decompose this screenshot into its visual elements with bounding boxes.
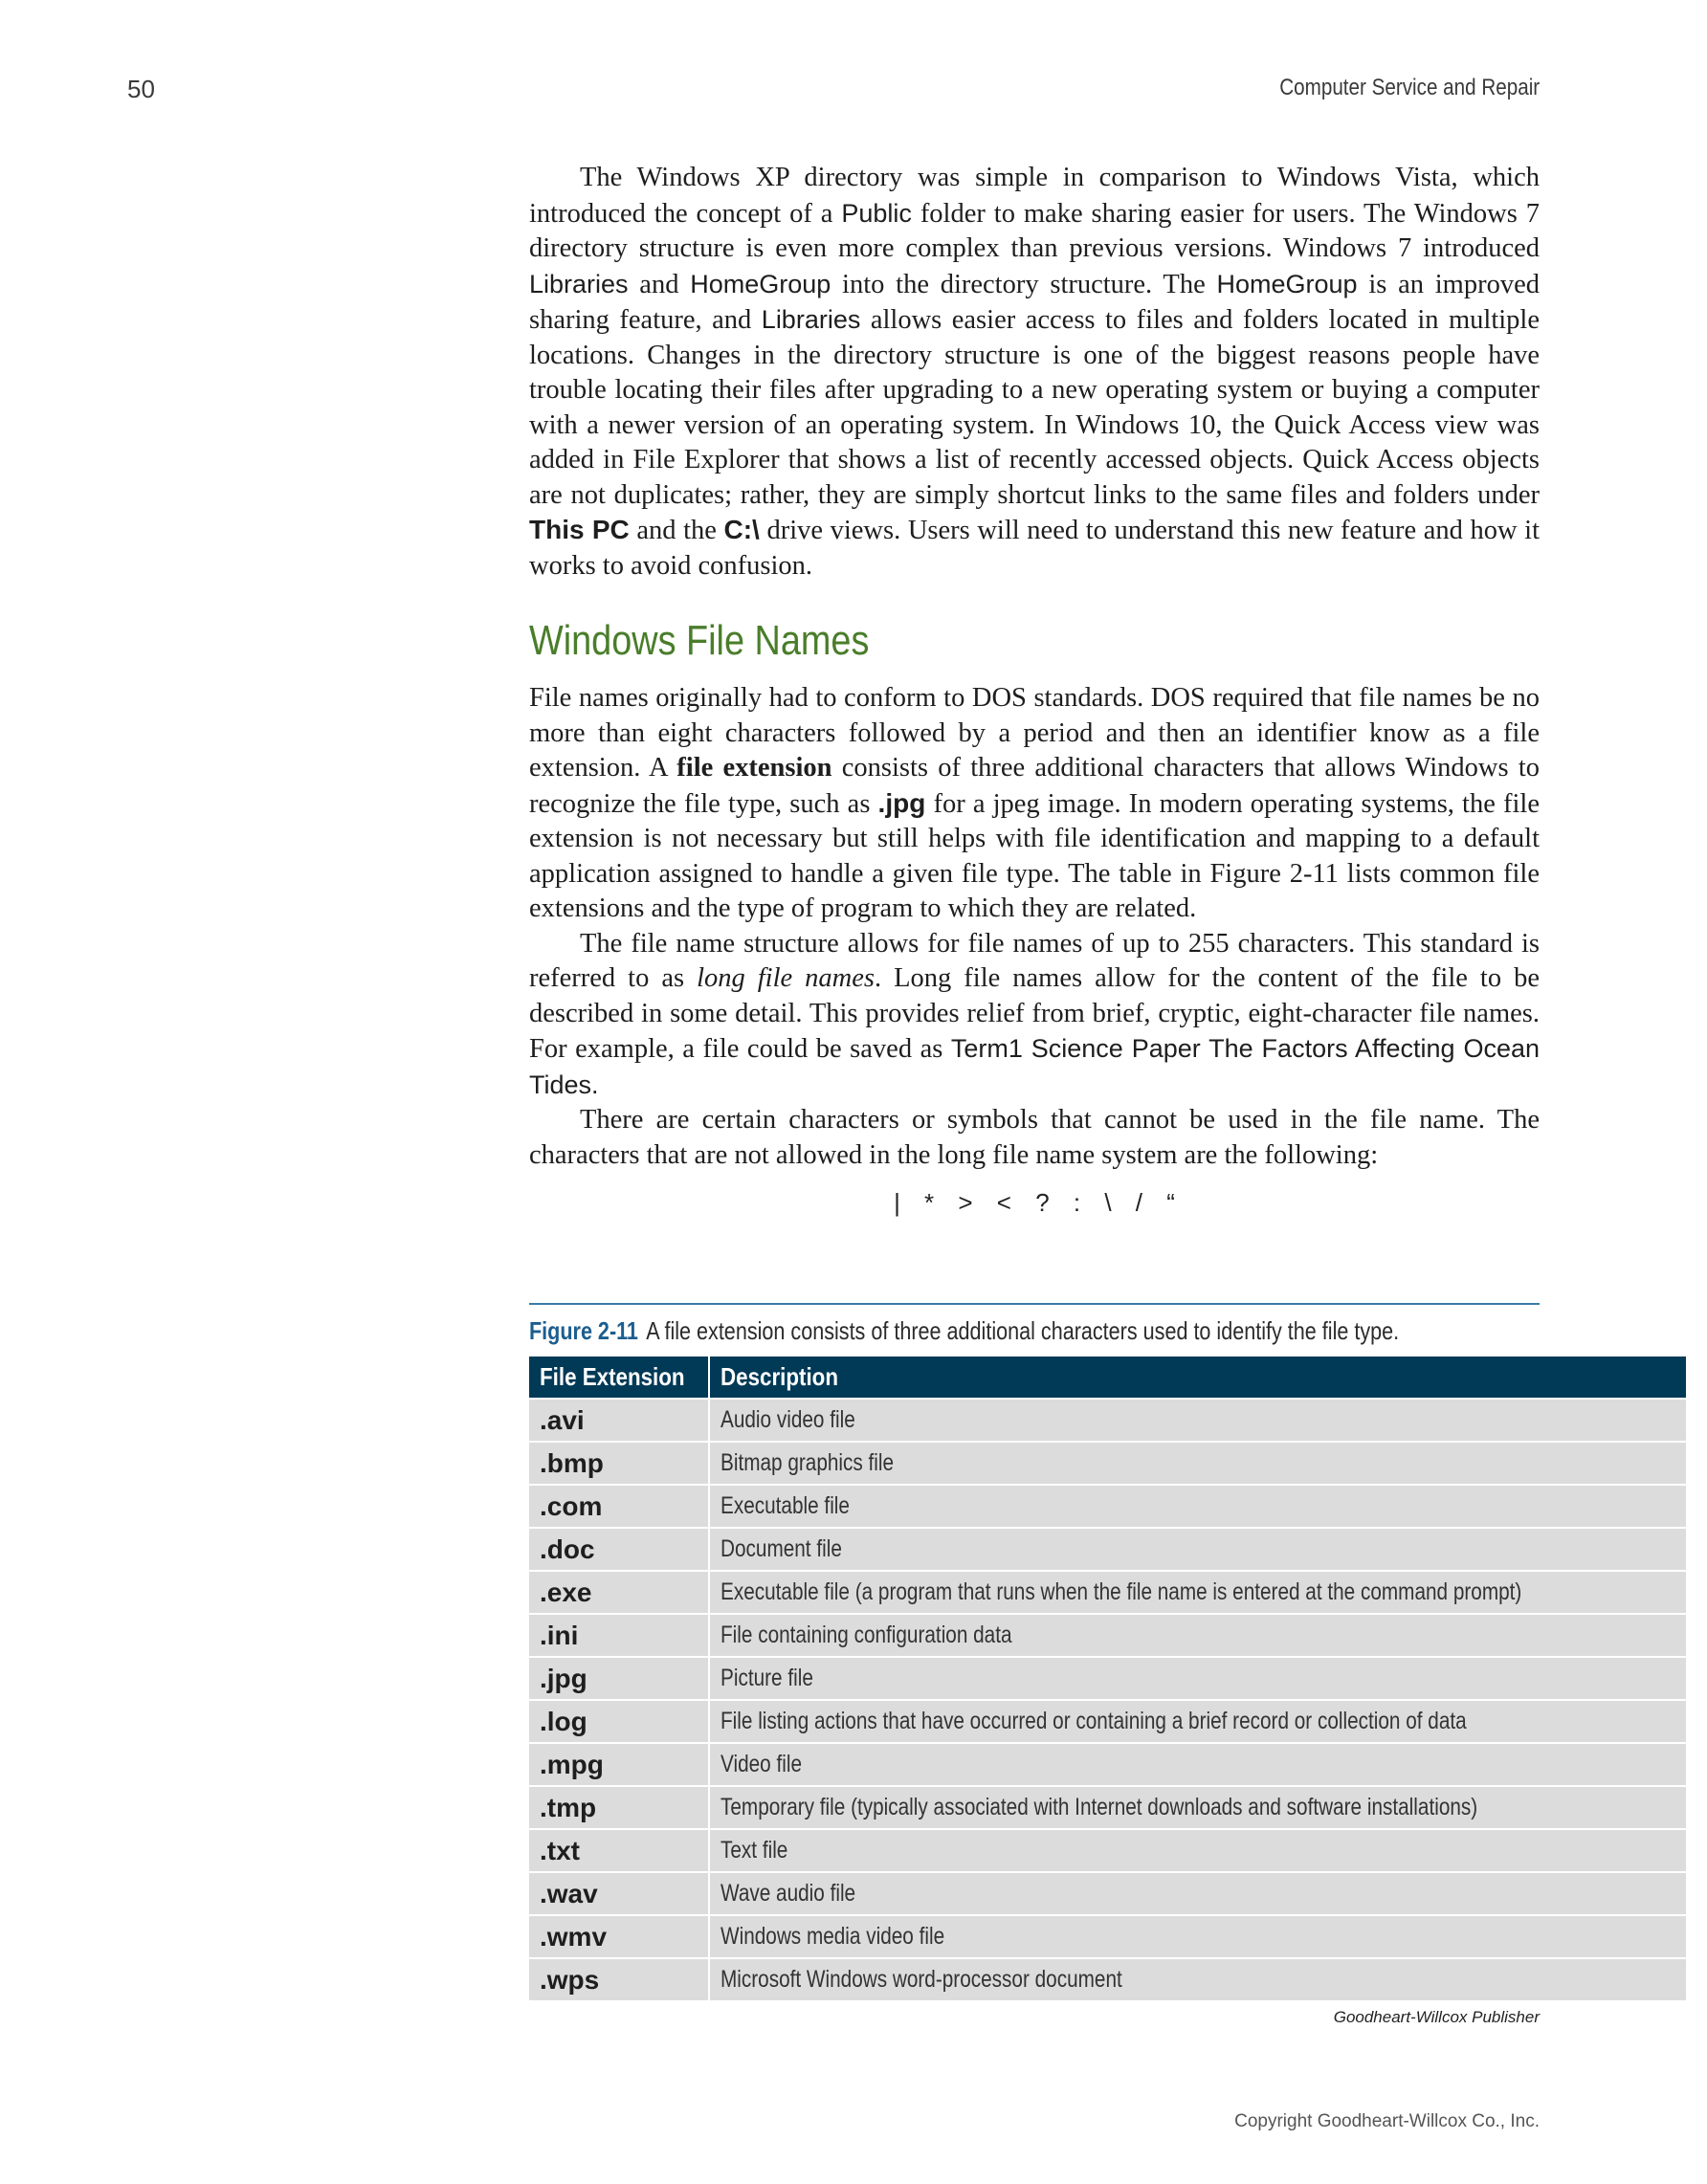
term-homegroup: HomeGroup	[1216, 269, 1358, 298]
table-row	[529, 1485, 1686, 1528]
copyright-notice: Copyright Goodheart-Willcox Co., Inc.	[1234, 2111, 1540, 2131]
extension-cell: .wmv	[529, 1915, 709, 1958]
extension-cell: .bmp	[529, 1442, 709, 1485]
description-cell	[709, 1571, 1686, 1614]
description-text: Bitmap graphics file	[720, 1449, 895, 1476]
figure-rule	[529, 1303, 1540, 1305]
term-libraries: Libraries	[529, 269, 629, 298]
table-row	[529, 1743, 1686, 1786]
description-cell	[709, 1700, 1686, 1743]
restricted-characters-paragraph: There are certain characters or symbols that cannot be used in the file name. The characters that are not allowed in the long file name system are the following:	[529, 1105, 1540, 1170]
description-cell	[709, 1528, 1686, 1571]
description-cell	[709, 1786, 1686, 1829]
figure-caption-text: A file extension consists of three additional characters used to identify the file type.	[646, 1316, 1400, 1345]
running-header-title: Computer Service and Repair	[1279, 75, 1540, 100]
text-run: The Windows XP directory was simple in comparison to Windows Vista, which introduced the concept of a	[529, 163, 1540, 229]
column-header-label: Description	[720, 1362, 839, 1391]
text-run: allows easier access to files and folders located in multiple locations. Changes in the directory structure is one of the biggest reasons people have trouble locating their files after upgrading to a new operating system or buying a computer with a newer version of an operating system. In Windows 10, the Quick Access view was added in File Explorer that shows a list of recently accessed objects. Quick Access objects are not duplicates; rather, they are simply shortcut links to the same files and folders under	[529, 305, 1541, 510]
description-text: Windows media video file	[720, 1923, 945, 1950]
intro-paragraph	[529, 161, 1540, 584]
description-text: Text file	[720, 1837, 788, 1864]
file-extension-table	[529, 1357, 1686, 2000]
text-run: File names originally had to conform to DOS standards. DOS required that file names be no more than eight characters followed by a period and then an identifier know as a file extension. A	[529, 683, 1540, 783]
table-row	[529, 1915, 1686, 1958]
description-text: Picture file	[720, 1665, 814, 1691]
term-public: Public	[841, 198, 912, 228]
table-row	[529, 1786, 1686, 1829]
restricted-characters-list: | * > < ? : \ / “	[894, 1188, 1175, 1217]
description-text: File listing actions that have occurred or containing a brief record or collection of data	[720, 1708, 1467, 1734]
description-cell	[709, 1399, 1686, 1442]
extension-cell: .tmp	[529, 1786, 709, 1829]
table-row	[529, 1442, 1686, 1485]
description-text: Wave audio file	[720, 1880, 856, 1907]
description-cell	[709, 1872, 1686, 1915]
description-text: Video file	[720, 1751, 803, 1777]
description-cell	[709, 1657, 1686, 1700]
extension-cell: .doc	[529, 1528, 709, 1571]
extension-cell: .txt	[529, 1829, 709, 1872]
extension-cell: .wps	[529, 1958, 709, 2000]
text-run: . Long file names allow for the content of the file to be described in some detail. This provides relief from brief, cryptic, eight-character file names. For example, a file could be saved as	[529, 963, 1540, 1064]
table-row	[529, 1872, 1686, 1915]
description-cell	[709, 1614, 1686, 1657]
table-row	[529, 1528, 1686, 1571]
extension-cell: .jpg	[529, 1657, 709, 1700]
column-header-extension	[529, 1357, 709, 1399]
extension-cell: .ini	[529, 1614, 709, 1657]
description-text: Audio video file	[720, 1406, 856, 1433]
section-heading: Windows File Names	[529, 617, 870, 664]
table-row	[529, 1958, 1686, 2000]
column-header-description	[709, 1357, 1686, 1399]
text-run: consists of three additional characters that allows Windows to recognize the file type, such as	[529, 753, 1540, 819]
text-run: drive views. Users will need to understand this new feature and how it works to avoid confusion.	[529, 516, 1540, 581]
description-text: Executable file	[720, 1492, 851, 1519]
text-run: is an improved sharing feature, and	[529, 269, 1540, 335]
term-libraries: Libraries	[761, 305, 861, 334]
figure-caption	[529, 1316, 1400, 1349]
description-cell	[709, 1442, 1686, 1485]
extension-cell: .avi	[529, 1399, 709, 1442]
term-file-extension: file extension	[676, 753, 832, 783]
table-row	[529, 1571, 1686, 1614]
extension-cell: .mpg	[529, 1743, 709, 1786]
description-text: Temporary file (typically associated with Internet downloads and software installations)	[720, 1794, 1478, 1820]
description-cell	[709, 1743, 1686, 1786]
extension-cell: .exe	[529, 1571, 709, 1614]
extension-cell: .wav	[529, 1872, 709, 1915]
text-run: into the directory structure. The	[831, 269, 1217, 299]
description-cell	[709, 1485, 1686, 1528]
body-text	[529, 161, 1540, 1226]
column-header-label: File Extension	[540, 1362, 685, 1391]
description-text: Microsoft Windows word-processor document	[720, 1966, 1123, 1993]
description-text: File containing configuration data	[720, 1621, 1012, 1648]
description-cell	[709, 1915, 1686, 1958]
extension-cell: .com	[529, 1485, 709, 1528]
table-row	[529, 1657, 1686, 1700]
long-file-names-paragraph	[529, 927, 1540, 1104]
file-names-paragraph	[529, 681, 1540, 927]
text-run: and	[628, 269, 691, 299]
example-file-name: Term1 Science Paper The Factors Affecting Ocean Tides.	[529, 1034, 1540, 1099]
term-homegroup: HomeGroup	[690, 269, 831, 298]
text-run: folder to make sharing easier for users. The Windows 7 directory structure is even more complex than previous versions. Windows 7 introduced	[529, 198, 1541, 263]
description-text: Document file	[720, 1535, 843, 1562]
table-header-row	[529, 1357, 1686, 1399]
description-text: Executable file (a program that runs when the file name is entered at the command prompt)	[720, 1578, 1522, 1605]
term-long-file-names: long file names	[697, 963, 875, 993]
table-row	[529, 1399, 1686, 1442]
page-number: 50	[127, 75, 155, 103]
description-cell	[709, 1829, 1686, 1872]
table-row	[529, 1700, 1686, 1743]
figure-label: Figure 2-11	[529, 1316, 638, 1345]
term-c-drive: C:\	[723, 515, 760, 544]
figure-credit: Goodheart-Willcox Publisher	[1333, 2008, 1540, 2026]
description-cell	[709, 1958, 1686, 2000]
text-run: for a jpeg image. In modern operating systems, the file extension is not necessary but still helps with file identification and mapping to a default application assigned to handle a given file type. The table in Figure 2-11 lists common file extensions and the type of program to which they are related.	[529, 788, 1540, 923]
term-this-pc: This PC	[529, 515, 630, 544]
text-run: and the	[629, 516, 724, 545]
table-row	[529, 1829, 1686, 1872]
term-jpg: .jpg	[877, 787, 926, 818]
extension-cell: .log	[529, 1700, 709, 1743]
text-run: The file name structure allows for file names of up to 255 characters. This standard is referred to as	[529, 928, 1540, 993]
figure-2-11	[529, 1303, 1540, 2027]
table-row	[529, 1614, 1686, 1657]
